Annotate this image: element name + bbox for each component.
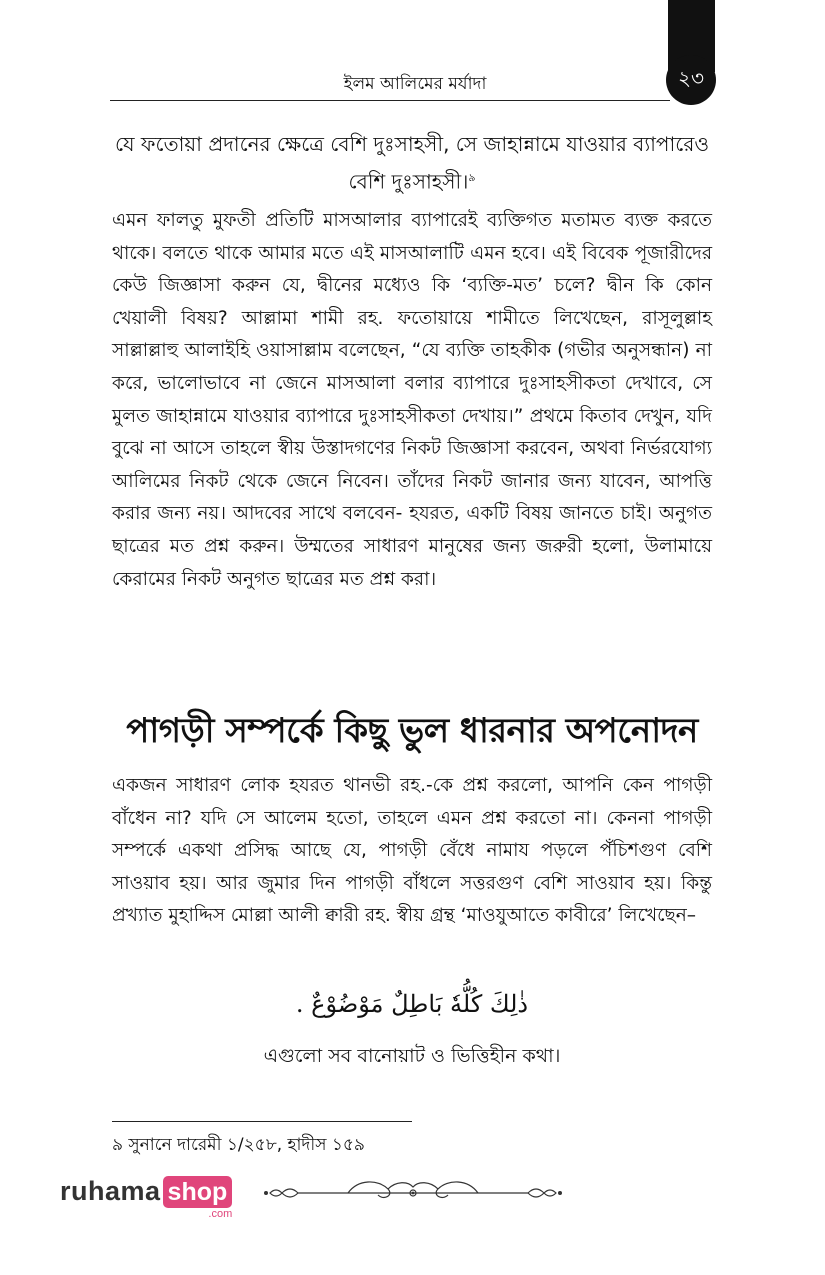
footnote-ref: ৯: [468, 171, 476, 184]
page-number: ২৩: [666, 55, 716, 105]
header-divider: [110, 100, 670, 101]
brand-name: ruhama: [60, 1176, 161, 1206]
brand-domain: .com: [208, 1208, 233, 1220]
footnote-divider: [112, 1121, 412, 1122]
arabic-quote: ذٰلِكَ كُلُّهٗ بَاطِلٌ مَوْضُوْعٌ .: [295, 990, 529, 1018]
brand-shop-box: [163, 1176, 233, 1220]
quote-text: যে ফতোয়া প্রদানের ক্ষেত্রে বেশি দুঃসাহসী, সে জাহান্নামে যাওয়ার ব্যাপারেও বেশি দুঃসাহসী।: [114, 132, 710, 194]
arabic-translation: এগুলো সব বানোয়াট ও ভিত্তিহীন কথা।: [263, 1045, 561, 1067]
running-title: ইলম আলিমের মর্যাদা: [343, 74, 487, 94]
section-heading: পাগড়ী সম্পর্কে কিছু ভুল ধারনার অপনোদন: [126, 711, 698, 751]
paragraph-2: একজন সাধারণ লোক হযরত থানভী রহ.-কে প্রশ্ন করলো, আপনি কেন পাগড়ী বাঁধেন না? যদি সে আলেম হতো, তাহলে এমন প্রশ্ন করতো না। কেননা পাগড়ী সম্পর্কে একথা প্রসিদ্ধ আছে যে, পাগড়ী বেঁধে নামায পড়লে পঁচিশগুণ বেশি সাওয়াব হয়। আর জুমার দিন পাগড়ী বাঁধলে সত্তরগুণ বেশি সাওয়াব হয়। কিন্তু প্রখ্যাত মুহাদ্দিস মোল্লা আলী ক্বারী রহ. স্বীয় গ্রন্থ ‘মাওযুআতে কাবীরে’ লিখেছেন–: [112, 775, 712, 927]
footnote: ৯ সুনানে দারেমী ১/২৫৮, হাদীস ১৫৯: [112, 1135, 365, 1155]
ornament-divider-icon: [258, 1176, 568, 1210]
brand-logo: [60, 1176, 232, 1220]
brand-shop: shop: [163, 1176, 233, 1208]
paragraph-1: এমন ফালতু মুফতী প্রতিটি মাসআলার ব্যাপারেই ব্যক্তিগত মতামত ব্যক্ত করতে থাকে। বলতে থাকে আমার মতে এই মাসআলাটি এমন হবে। এই বিবেক পূজারীদের কেউ জিজ্ঞাসা করুন যে, দ্বীনের মধ্যেও কি ‘ব্যক্তি-মত’ চলে? দ্বীন কি কোন খেয়ালী বিষয়? আল্লামা শামী রহ. ফতোয়ায়ে শামীতে লিখেছেন, রাসূলুল্লাহ সাল্লাল্লাহু আলাইহি ওয়াসাল্লাম বলেছেন, “যে ব্যক্তি তাহকীক (গভীর অনুসন্ধান) না করে, ভালোভাবে না জেনে মাসআলা বলার ব্যাপারে দুঃসাহসীকতা দেখাবে, সে মুলত জাহান্নামে যাওয়ার ব্যাপারে দুঃসাহসীকতা দেখায়।” প্রথমে কিতাব দেখুন, যদি বুঝে না আসে তাহলে স্বীয় উস্তাদগণের নিকট জিজ্ঞাসা করবেন, অথবা নির্ভরযোগ্য আলিমের নিকট থেকে জেনে নিবেন। তাঁদের নিকট জানার জন্য যাবেন, আপত্তি করার জন্য নয়। আদবের সাথে বলবেন- হযরত, একটি বিষয় জানতে চাই। অনুগত ছাত্রের মত প্রশ্ন করুন। উম্মতের সাধারণ মানুষের জন্য জরুরী হলো, উলামায়ে কেরামের নিকট অনুগত ছাত্রের মত প্রশ্ন করা।: [112, 210, 712, 590]
quote-block: [112, 128, 712, 199]
